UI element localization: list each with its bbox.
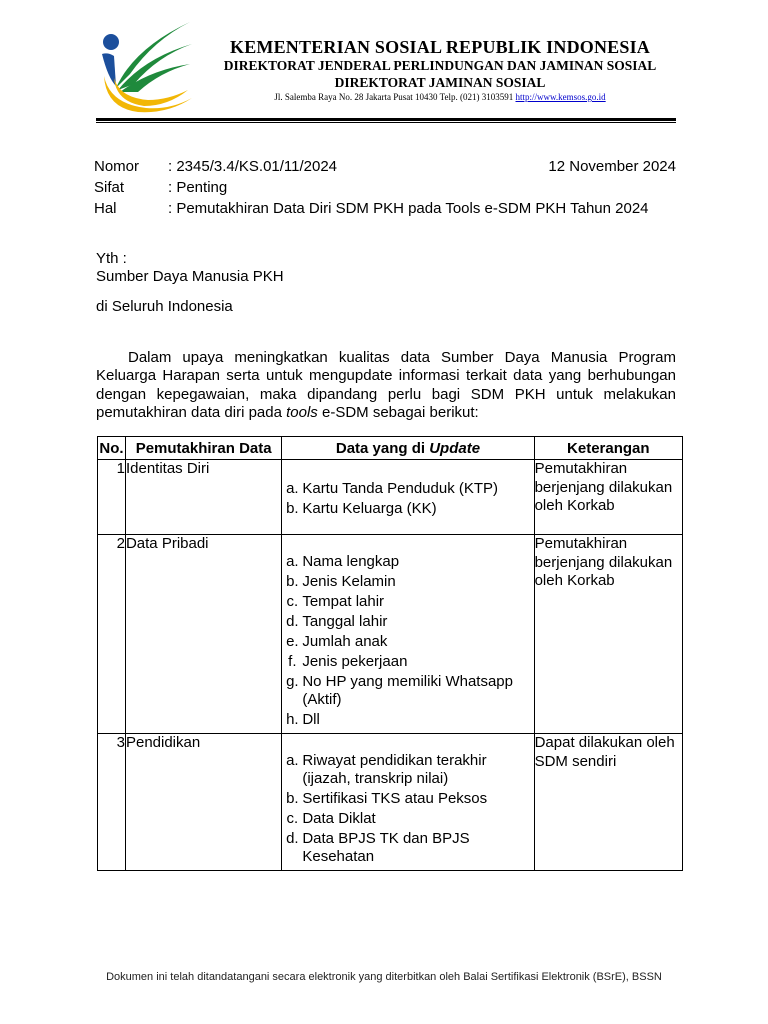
meta-sifat — [94, 179, 227, 197]
hal-label: Hal — [94, 200, 117, 217]
header-pemutakhiran: Pemutakhiran Data — [125, 437, 281, 460]
update-data-table — [97, 436, 683, 871]
addressee-yth: Yth : — [96, 250, 127, 267]
list-item: a. Riwayat pendidikan terakhir (ijazah, transkrip nilai) — [286, 752, 487, 787]
kemensos-logo-icon — [94, 18, 194, 116]
row-label: Pendidikan — [125, 734, 281, 871]
header-data-prefix: Data yang di — [335, 439, 430, 457]
website-link[interactable]: http://www.kemsos.go.id — [515, 92, 606, 102]
header-data — [282, 437, 534, 460]
letterhead-rule-thick — [96, 118, 676, 121]
sifat-label: Sifat — [94, 179, 125, 196]
table-row — [98, 734, 683, 871]
list-item: a. Nama lengkap — [286, 553, 400, 570]
list-item: c. Data Diklat — [286, 810, 376, 827]
list-item: b. Kartu Keluarga (KK) — [286, 500, 437, 517]
row-label: Identitas Diri — [125, 460, 281, 535]
directorate-general-name: DIREKTORAT JENDERAL PERLINDUNGAN DAN JAMINAN SOSIAL — [223, 58, 657, 73]
ministry-name: KEMENTERIAN SOSIAL REPUBLIK INDONESIA — [230, 37, 650, 57]
header-data-italic: Update — [429, 439, 481, 457]
table-row — [98, 460, 683, 535]
row-items — [282, 460, 534, 535]
letterhead — [205, 36, 675, 104]
table-header-row — [98, 437, 683, 460]
row-label: Data Pribadi — [125, 535, 281, 734]
list-item: a. Kartu Tanda Penduduk (KTP) — [286, 480, 499, 497]
row-note: Pemutakhiran berjenjang dilakukan oleh Korkab — [534, 460, 682, 535]
list-item: g. No HP yang memiliki Whatsapp (Aktif) — [286, 673, 513, 708]
table-row — [98, 535, 683, 734]
address-line — [205, 91, 675, 104]
addressee-location: di Seluruh Indonesia — [96, 298, 233, 315]
directorate-name: DIREKTORAT JAMINAN SOSIAL — [334, 75, 546, 90]
list-item: f. Jenis pekerjaan — [288, 653, 408, 670]
paragraph-end: e-SDM sebagai berikut: — [317, 404, 479, 422]
list-item: h. Dll — [286, 711, 320, 728]
row-items — [282, 535, 534, 734]
row-items — [282, 734, 534, 871]
nomor-value: : 2345/3.4/KS.01/11/2024 — [168, 158, 338, 175]
row-note: Dapat dilakukan oleh SDM sendiri — [534, 734, 682, 871]
row-no: 3 — [98, 734, 126, 871]
list-item: e. Jumlah anak — [286, 633, 388, 650]
meta-nomor — [94, 158, 337, 176]
addressee-name: Sumber Daya Manusia PKH — [96, 268, 284, 285]
body-paragraph — [96, 349, 676, 423]
footer-bsre-note: Dokumen ini telah ditandatangani secara elektronik yang diterbitkan oleh Balai Sertifikasi Elektronik (BSrE), BSSN — [106, 971, 662, 983]
hal-value: : Pemutakhiran Data Diri SDM PKH pada Tools e-SDM PKH Tahun 2024 — [168, 200, 649, 217]
meta-hal — [94, 200, 649, 218]
list-item: d. Data BPJS TK dan BPJS Kesehatan — [286, 830, 470, 865]
list-item: b. Jenis Kelamin — [286, 573, 396, 590]
paragraph-italic: tools — [286, 404, 318, 422]
list-item: c. Tempat lahir — [286, 593, 385, 610]
list-item: b. Sertifikasi TKS atau Peksos — [286, 790, 488, 807]
letterhead-rule-thin — [96, 122, 676, 123]
address-text: Jl. Salemba Raya No. 28 Jakarta Pusat 10430 Telp. (021) 3103591 — [274, 92, 514, 102]
header-keterangan: Keterangan — [534, 437, 682, 460]
nomor-label: Nomor — [94, 158, 140, 175]
list-item: d. Tanggal lahir — [286, 613, 388, 630]
row-note: Pemutakhiran berjenjang dilakukan oleh Korkab — [534, 535, 682, 734]
row-no: 1 — [98, 460, 126, 535]
letter-date: 12 November 2024 — [548, 158, 676, 175]
row-no: 2 — [98, 535, 126, 734]
sifat-value: : Penting — [168, 179, 228, 196]
paragraph-start: Dalam upaya meningkatkan kualitas data Sumber Daya Manusia Program Keluarga Harapan serta untuk mengupdate informasi terkait data yang berhubungan dengan kepegawaian, maka dipandang perlu bagi SDM PKH untuk melakukan pemutakhiran data diri pada — [96, 349, 676, 422]
header-no: No. — [98, 437, 126, 460]
